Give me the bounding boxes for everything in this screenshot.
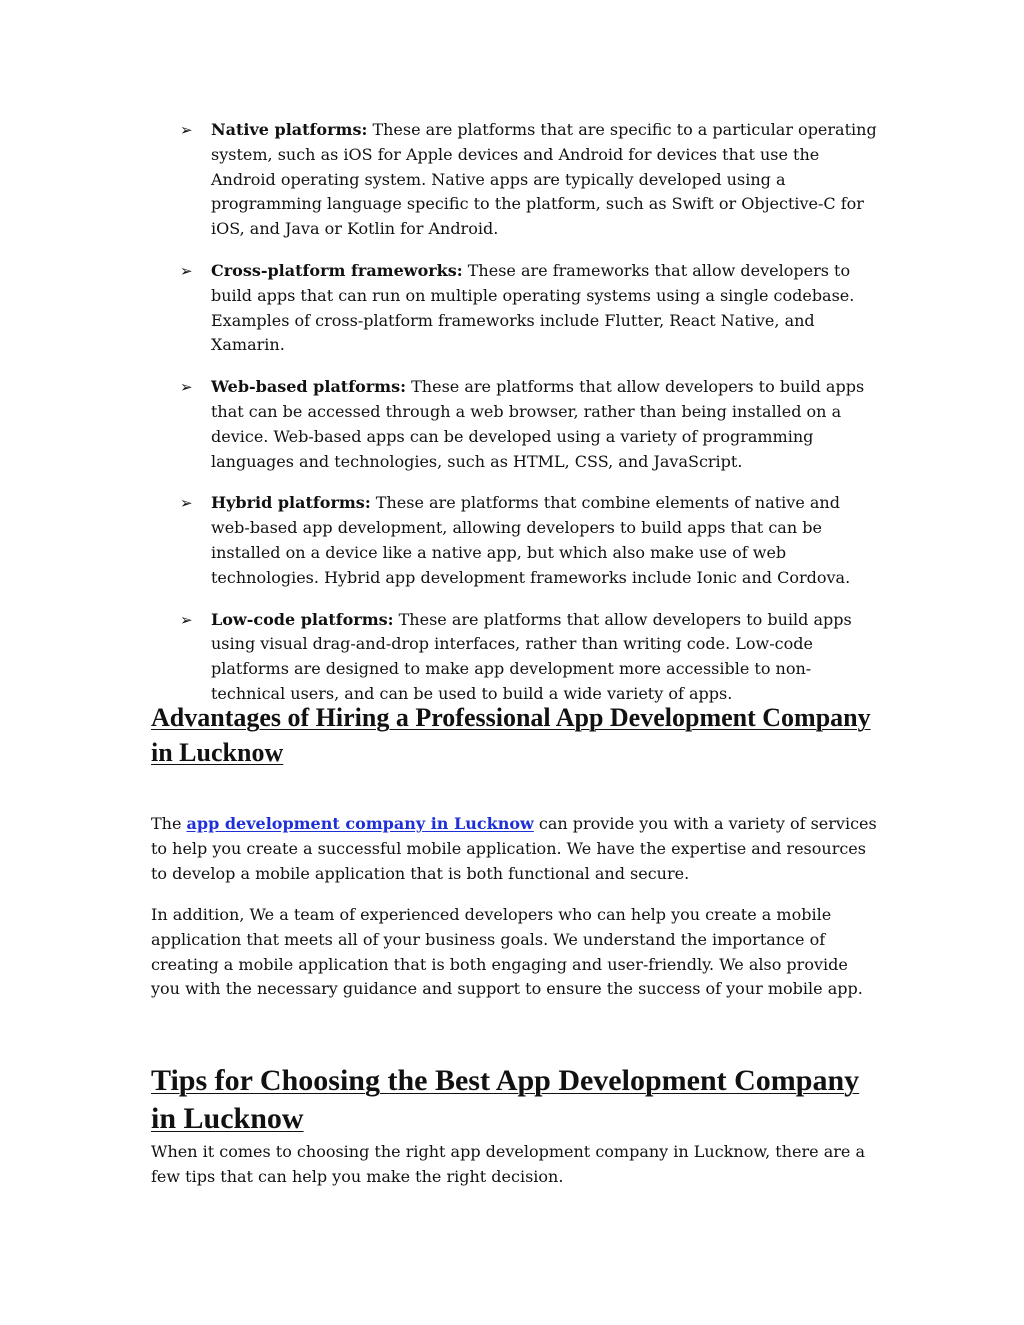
advantages-heading: Advantages of Hiring a Professional App Development Company in Lucknow: [151, 703, 871, 767]
bullet-cross-platform-frameworks: [180, 259, 880, 358]
advantages-paragraph-1: [151, 812, 879, 886]
bullet-term: Cross-platform frameworks:: [211, 260, 463, 280]
bullet-term: Low-code platforms:: [211, 609, 394, 629]
bullet-native-platforms: [180, 118, 880, 242]
arrow-bullet-icon: ➢: [180, 494, 193, 513]
paragraph-text: can provide you with a variety of services to help you create a successful mobile application. We have the expertise and resources to develop a mobile application that is both functional and secure.: [151, 814, 877, 883]
bullet-low-code-platforms: [180, 608, 880, 707]
bullet-text: These are frameworks that allow developers to build apps that can run on multiple operating systems using a single codebase. Examples of cross-platform frameworks include Flutter, React Native, and Xamarin.: [211, 260, 855, 355]
bullet-term: Native platforms:: [211, 120, 368, 139]
tips-heading: Tips for Choosing the Best App Development Company in Lucknow: [151, 1064, 860, 1135]
bullet-hybrid-platforms: [180, 491, 880, 590]
bullet-term: Hybrid platforms:: [211, 493, 371, 513]
advantages-paragraph-2: In addition, We a team of experienced developers who can help you create a mobile application that meets all of your business goals. We understand the importance of creating a mobile application that is both engaging and user-friendly. We also provide you with the necessary guidance and support to ensure the success of your mobile app.: [151, 905, 863, 999]
bullet-text: These are platforms that allow developers to build apps that can be accessed through a web browser, rather than being installed on a device. Web-based apps can be developed using a variety of programming languages and technologies, such as HTML, CSS, and JavaScript.: [211, 377, 865, 471]
platform-bullet-list: [180, 118, 880, 724]
tips-paragraph-1: When it comes to choosing the right app development company in Lucknow, there are a few tips that can help you make the right decision.: [151, 1142, 865, 1186]
bullet-web-based-platforms: [180, 375, 880, 474]
app-development-company-link[interactable]: app development company in Lucknow: [186, 814, 534, 833]
bullet-text: These are platforms that combine elements of native and web-based app development, allowing developers to build apps that can be installed on a device like a native app, but which also make use of web technologies. Hybrid app development frameworks include Ionic and Cordova.: [211, 493, 851, 587]
arrow-bullet-icon: ➢: [180, 261, 193, 280]
arrow-bullet-icon: ➢: [180, 378, 193, 397]
bullet-term: Web-based platforms:: [211, 377, 407, 397]
paragraph-text: The: [151, 814, 187, 833]
arrow-bullet-icon: ➢: [180, 610, 193, 629]
arrow-bullet-icon: ➢: [180, 121, 193, 139]
bullet-text: These are platforms that allow developers to build apps using visual drag-and-drop interfaces, rather than writing code. Low-code platforms are designed to make app development more accessible to non-technical users, and can be used to build a wide variety of apps.: [211, 609, 852, 703]
bullet-text: These are platforms that are specific to a particular operating system, such as iOS for Apple devices and Android for devices that use the Android operating system. Native apps are typically developed using a programming language specific to the platform, such as Swift or Objective-C for iOS, and Java or Kotlin for Android.: [211, 120, 877, 239]
